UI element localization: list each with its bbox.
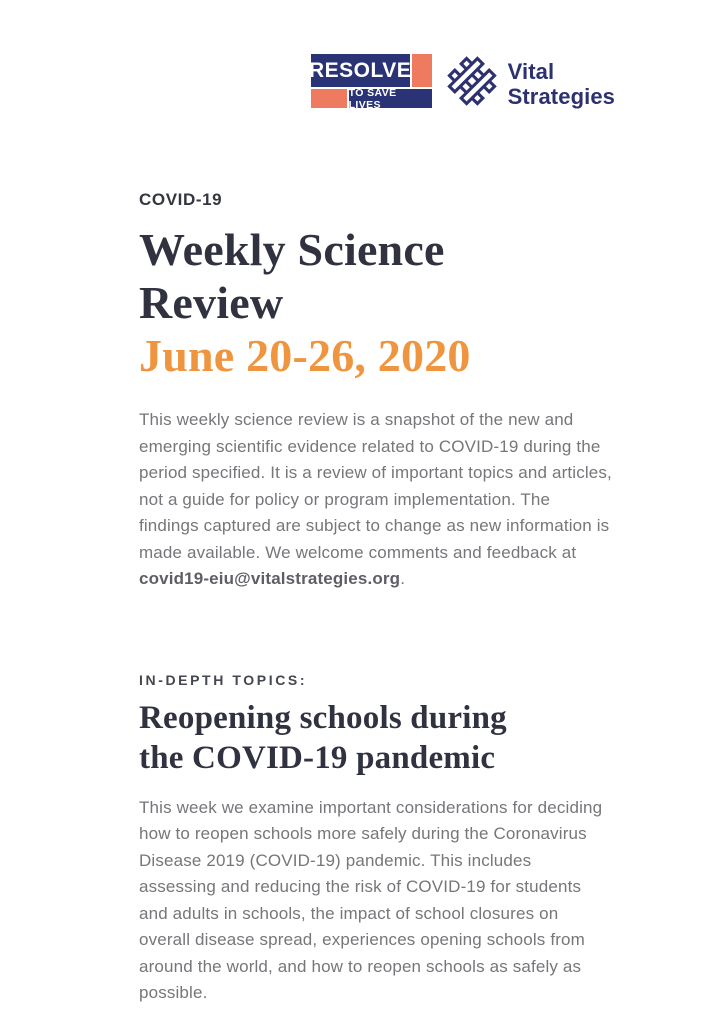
intro-paragraph [139, 407, 612, 593]
in-depth-title-line2: the COVID-19 pandemic [139, 739, 496, 776]
logo-header [308, 54, 615, 113]
feedback-email-link[interactable]: covid19-eiu@vitalstrategies.org [139, 569, 401, 588]
resolve-logo-row2 [311, 86, 432, 111]
resolve-logo-row1 [308, 54, 432, 87]
masthead-eyebrow: COVID-19 [139, 190, 223, 209]
masthead-title-line1: Weekly Science [139, 224, 445, 275]
in-depth-description: This week we examine important considerations for deciding how to reopen schools more safely during the Coronavirus Disease 2019 (COVID-19) pandemic. This includes assessing and reducing the risk of COVID-19 for students and adults in schools, the impact of school closures on overall disease spread, experiences opening schools from around the world, and how to reopen schools as safely as possible. [139, 797, 603, 1002]
masthead-date-range: June 20-26, 2020 [139, 330, 471, 381]
vital-strategies-knot-icon [445, 54, 499, 113]
resolve-to-save-lives-logo [308, 54, 432, 111]
intro-text: This weekly science review is a snapshot of the new and emerging scientific evidence related to COVID-19 during the period specified. It is a review of important topics and articles, not a guide for policy or program implementation. The findings captured are subject to change as new information is made available. We welcome comments and feedback at [139, 410, 612, 562]
in-depth-eyebrow: IN-DEPTH TOPICS: [139, 671, 308, 688]
intro-suffix: . [400, 569, 406, 588]
in-depth-title-line1: Reopening schools during [139, 699, 507, 736]
content-column [139, 190, 612, 1007]
in-depth-topics-section [139, 672, 612, 1007]
in-depth-title [139, 698, 612, 778]
vital-wordmark-line2: Strategies [507, 83, 615, 109]
masthead-title [139, 223, 612, 382]
vital-wordmark-line1: Vital [507, 58, 555, 84]
resolve-logo-orange-bar [311, 89, 347, 108]
resolve-logo-tagline: TO SAVE LIVES [349, 89, 432, 108]
resolve-logo-wordmark: RESOLVE [311, 54, 410, 87]
vital-strategies-wordmark [508, 59, 615, 109]
masthead-title-line2: Review [139, 277, 284, 328]
resolve-logo-orange-square [412, 54, 432, 87]
vital-strategies-logo [445, 54, 615, 113]
